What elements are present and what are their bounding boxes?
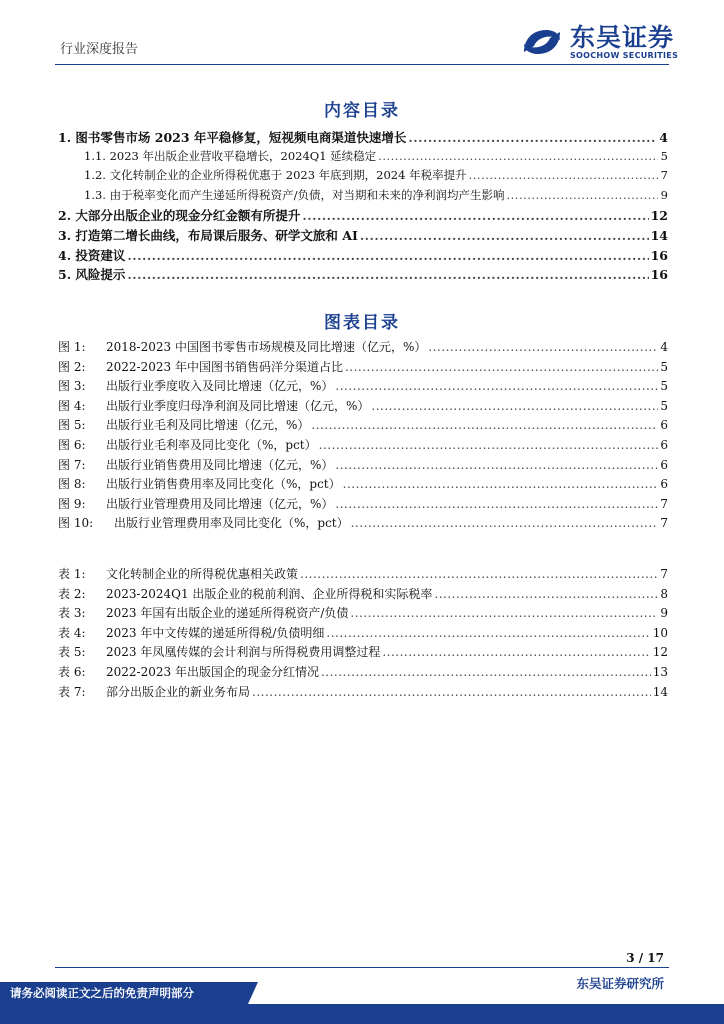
footer-divider: [55, 967, 669, 968]
figures-title: 图表目录: [324, 313, 400, 333]
table-entry[interactable]: 表 5: 2023 年凤凰传媒的会计利润与所得税费用调整过程 ..... 12: [58, 643, 668, 663]
figures-list: [58, 338, 668, 534]
toc-entry[interactable]: 5. 风险提示 ..... 16: [58, 265, 668, 285]
page-number: 3 / 17: [626, 951, 664, 965]
toc-entry[interactable]: 1. 图书零售市场 2023 年平稳修复，短视频电商渠道快速增长 ..... 4: [58, 128, 668, 148]
table-entry[interactable]: 表 3: 2023 年国有出版企业的递延所得税资产/负债 ..... 9: [58, 604, 668, 624]
toc-entry[interactable]: 1.1. 2023 年出版企业营收平稳增长，2024Q1 延续稳定 ..... 5: [58, 148, 668, 168]
disclaimer-banner: 请务必阅读正文之后的免责声明部分: [0, 982, 248, 1004]
footer-bar: [0, 1004, 724, 1024]
figure-entry[interactable]: 图 6: 出版行业毛利率及同比变化（%，pct） ..... 6: [58, 436, 668, 456]
logo-chinese-name: 东吴证券: [570, 22, 675, 52]
contents-list: [58, 128, 668, 285]
report-type-label: 行业深度报告: [60, 42, 139, 57]
figure-entry[interactable]: 图 2: 2022-2023 年中国图书销售码洋分渠道占比 ..... 5: [58, 358, 668, 378]
figure-entry[interactable]: 图 8: 出版行业销售费用率及同比变化（%，pct） ..... 6: [58, 475, 668, 495]
toc-entry[interactable]: 2. 大部分出版企业的现金分红金额有所提升 ..... 12: [58, 206, 668, 226]
header-divider: [55, 64, 669, 65]
logo-english-name: SOOCHOW SECURITIES: [570, 50, 679, 60]
toc-entry[interactable]: 1.2. 文化转制企业的企业所得税优惠于 2023 年底到期，2024 年税率提升 ..... 7: [58, 167, 668, 187]
toc-entry[interactable]: 1.3. 由于税率变化而产生递延所得税资产/负债，对当期和未来的净利润均产生影响 ..... 9: [58, 187, 668, 207]
institute-name: 东吴证券研究所: [576, 976, 664, 991]
table-entry[interactable]: 表 4: 2023 年中文传媒的递延所得税/负债明细 ..... 10: [58, 624, 668, 644]
figure-entry[interactable]: 图 1: 2018-2023 中国图书零售市场规模及同比增速（亿元，%） ..... 4: [58, 338, 668, 358]
soochow-logo-icon: [520, 24, 564, 60]
tables-list: [58, 565, 668, 702]
table-entry[interactable]: 表 1: 文化转制企业的所得税优惠相关政策 ..... 7: [58, 565, 668, 585]
table-entry[interactable]: 表 7: 部分出版企业的新业务布局 ..... 14: [58, 683, 668, 703]
figure-entry[interactable]: 图 9: 出版行业管理费用及同比增速（亿元，%） ..... 7: [58, 495, 668, 515]
company-logo: [520, 24, 678, 60]
figure-entry[interactable]: 图 4: 出版行业季度归母净利润及同比增速（亿元，%） ..... 5: [58, 397, 668, 417]
figure-entry[interactable]: 图 5: 出版行业毛利及同比增速（亿元，%） ..... 6: [58, 416, 668, 436]
contents-title: 内容目录: [324, 101, 400, 121]
figure-entry[interactable]: 图 10: 出版行业管理费用率及同比变化（%，pct） ..... 7: [58, 514, 668, 534]
table-entry[interactable]: 表 6: 2022-2023 年出版国企的现金分红情况 ..... 13: [58, 663, 668, 683]
figure-entry[interactable]: 图 7: 出版行业销售费用及同比增速（亿元，%） ..... 6: [58, 456, 668, 476]
toc-entry[interactable]: 4. 投资建议 ..... 16: [58, 246, 668, 266]
table-entry[interactable]: 表 2: 2023-2024Q1 出版企业的税前利润、企业所得税和实际税率 ..... 8: [58, 585, 668, 605]
figure-entry[interactable]: 图 3: 出版行业季度收入及同比增速（亿元，%） ..... 5: [58, 377, 668, 397]
toc-entry[interactable]: 3. 打造第二增长曲线，布局课后服务、研学文旅和 AI ..... 14: [58, 226, 668, 246]
